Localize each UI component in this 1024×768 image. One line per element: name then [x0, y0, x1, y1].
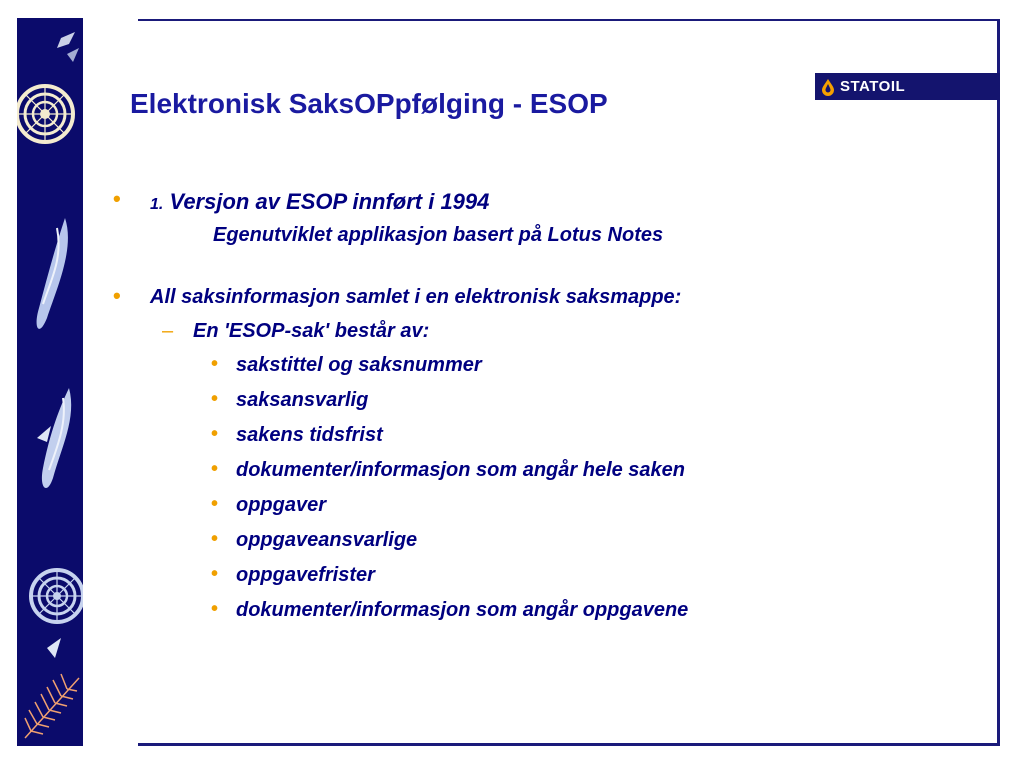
point-1-subtext: Egenutviklet applikasjon basert på Lotus Notes: [213, 224, 664, 246]
dash-bullet-icon: –: [162, 320, 174, 342]
list-item: saksansvarlig: [236, 389, 369, 411]
bullet-point-icon: •: [211, 598, 219, 620]
point-1-number: 1.: [150, 196, 164, 213]
bullet-point-icon: •: [211, 493, 219, 515]
point-1: [150, 189, 489, 215]
list-item: oppgavefrister: [236, 564, 375, 586]
point-2-text: All saksinformasjon samlet i en elektronisk saksmappe:: [150, 286, 682, 308]
frame-right-line: [997, 19, 1000, 746]
slide-title: Elektronisk SaksOPpfølging - ESOP: [130, 88, 608, 119]
bullet-point-icon: •: [211, 353, 219, 375]
point-1-text: Versjon av ESOP innført i 1994: [163, 189, 490, 214]
list-item: sakens tidsfrist: [236, 424, 383, 446]
bullet-point-icon: •: [113, 283, 121, 308]
statoil-logo: [815, 73, 1000, 100]
logo-text: STATOIL: [840, 78, 906, 95]
list-item: oppgaveansvarlige: [236, 529, 418, 551]
list-item: dokumenter/informasjon som angår oppgavene: [236, 599, 689, 621]
bullet-point-icon: •: [113, 186, 121, 211]
bullet-point-icon: •: [211, 563, 219, 585]
list-item: sakstittel og saksnummer: [236, 354, 482, 376]
fossil-illustration-icon: [17, 18, 83, 746]
frame-top-line: [138, 19, 1000, 21]
list-item: oppgaver: [236, 494, 327, 516]
bullet-point-icon: •: [211, 388, 219, 410]
frame-bottom-line: [138, 743, 1000, 746]
list-item: dokumenter/informasjon som angår hele saken: [236, 459, 686, 481]
bullet-point-icon: •: [211, 423, 219, 445]
bullet-point-icon: •: [211, 458, 219, 480]
oil-drop-icon: [821, 78, 835, 96]
decorative-side-strip: [17, 18, 83, 746]
bullet-point-icon: •: [211, 528, 219, 550]
point-2-subtext: En 'ESOP-sak' består av:: [193, 320, 430, 342]
